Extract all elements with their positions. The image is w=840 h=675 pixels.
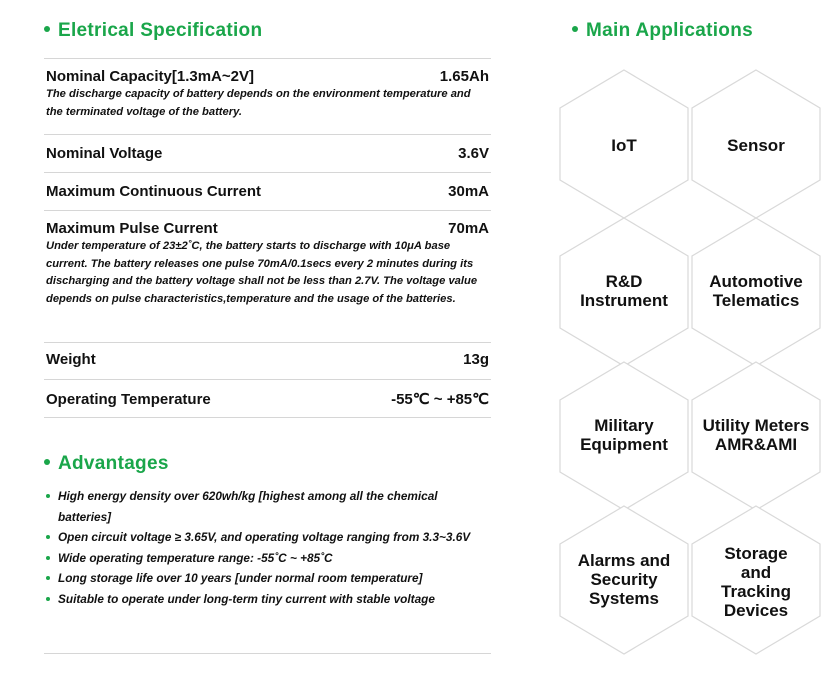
- spec-row-max-continuous-current: [46, 183, 489, 200]
- applications-section-title: Main Applications: [572, 20, 753, 42]
- list-item: High energy density over 620wh/kg [highest among all the chemical batteries]: [46, 486, 491, 527]
- application-sensor: Sensor: [727, 136, 785, 155]
- spec-label: Nominal Capacity[1.3mA~2V]: [46, 68, 254, 85]
- spec-label: Maximum Pulse Current: [46, 220, 218, 237]
- list-item: Open circuit voltage ≥ 3.65V, and operating voltage ranging from 3.3~3.6V: [46, 527, 491, 548]
- bullet-dot-icon: [46, 556, 50, 560]
- application-automotive-telematics: Automotive Telematics: [709, 272, 803, 310]
- application-iot: IoT: [611, 136, 637, 155]
- spec-note: Under temperature of 23±2˚C, the battery starts to discharge with 10μA base current. The battery releases one pulse 70mA/0.1secs every 2 minutes during its discharging and the battery voltage shall not be less than 2.7V. The voltage value depends on pulse characteristics,temperature and the usage of the batteries.: [46, 240, 478, 305]
- divider: [44, 417, 491, 418]
- list-item: Suitable to operate under long-term tiny current with stable voltage: [46, 589, 491, 610]
- spec-value: 1.65Ah: [439, 68, 489, 85]
- spec-row-weight: [46, 351, 489, 368]
- spec-label: Operating Temperature: [46, 391, 211, 408]
- bullet-dot-icon: [46, 535, 50, 539]
- list-item: Long storage life over 10 years [under normal room temperature]: [46, 568, 491, 589]
- divider: [44, 172, 491, 173]
- spec-value: 13g: [463, 351, 489, 368]
- list-item: Wide operating temperature range: -55˚C ~ +85˚C: [46, 548, 491, 569]
- advantages-section-title: Advantages: [44, 453, 169, 475]
- spec-label: Maximum Continuous Current: [46, 183, 262, 200]
- application-utility-meters: Utility Meters AMR&AMI: [702, 416, 810, 454]
- bullet-dot-icon: [44, 26, 50, 32]
- divider: [44, 342, 491, 343]
- divider: [44, 379, 491, 380]
- spec-value: 70mA: [448, 220, 489, 237]
- spec-label: Nominal Voltage: [46, 145, 163, 162]
- spec-row-max-pulse-current: [46, 220, 489, 308]
- bullet-dot-icon: [44, 459, 50, 465]
- spec-label: Weight: [46, 351, 96, 368]
- bullet-dot-icon: [46, 597, 50, 601]
- divider: [44, 134, 491, 135]
- advantages-list: [46, 486, 491, 609]
- spec-row-operating-temperature: [46, 390, 489, 408]
- application-military-equipment: Military Equipment: [580, 416, 668, 454]
- application-storage-tracking: Storage and Tracking Devices: [721, 544, 791, 620]
- bullet-dot-icon: [46, 576, 50, 580]
- spec-row-nominal-voltage: [46, 145, 489, 162]
- application-rd-instrument: R&D Instrument: [580, 272, 668, 310]
- spec-section-title: Eletrical Specification: [44, 20, 262, 42]
- divider: [44, 58, 491, 59]
- bullet-dot-icon: [46, 494, 50, 498]
- bullet-dot-icon: [572, 26, 578, 32]
- spec-value: 3.6V: [458, 145, 489, 162]
- divider: [44, 653, 491, 654]
- spec-value: 30mA: [448, 183, 489, 200]
- spec-note: The discharge capacity of battery depends on the environment temperature and the terminated voltage of the battery.: [46, 88, 471, 118]
- application-alarms-security: Alarms and Security Systems: [577, 551, 671, 608]
- divider: [44, 210, 491, 211]
- spec-value: -55℃ ~ +85℃: [391, 391, 489, 408]
- spec-row-nominal-capacity: [46, 68, 489, 121]
